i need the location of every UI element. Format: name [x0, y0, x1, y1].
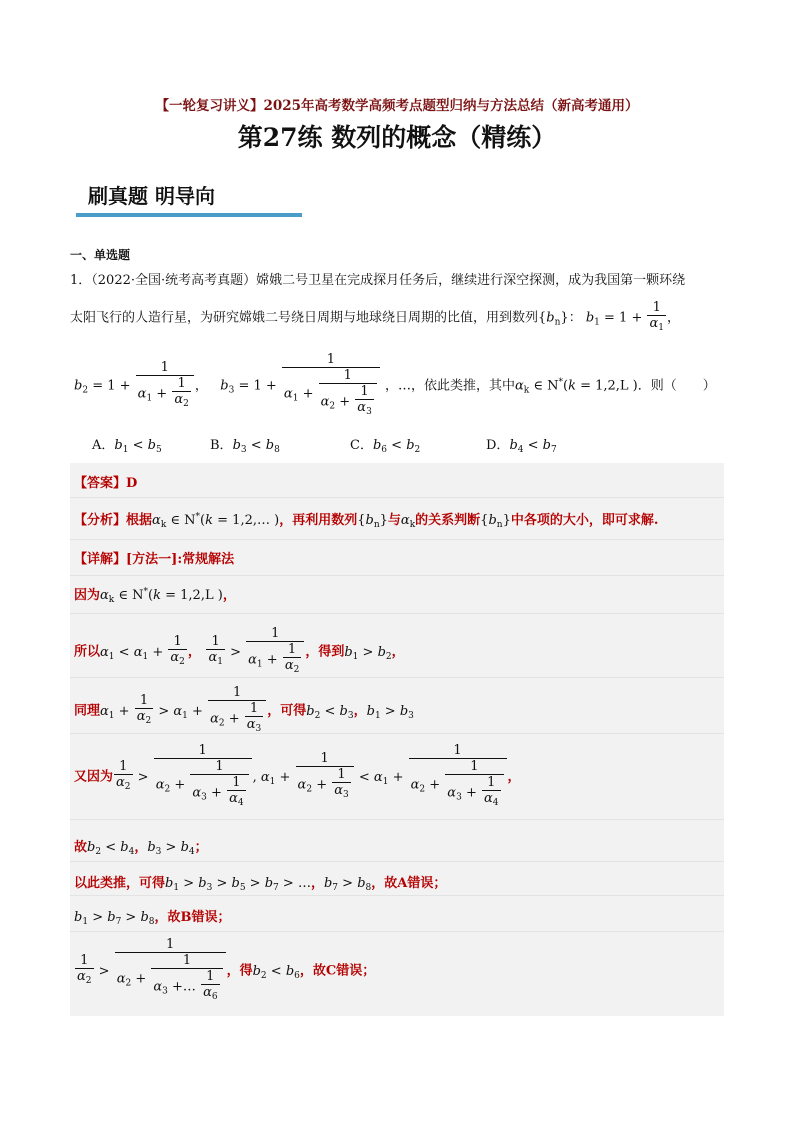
analysis-line: 【分析】根据$\alpha_k$ ∈ N*(k = 1,2,… )，再利用数列$\{b_n\}$与$\alpha_k$的关系判断$\{b_n\}$中各项的大小，即可求解. — [74, 512, 659, 530]
answer-value: D — [126, 476, 138, 491]
question-text-2: 太阳飞行的人造行星，为研究嫦娥二号绕日周期与地球绕日周期的比值，用到数列 — [70, 310, 539, 326]
detail-line-7: $b_1 > b_7 > b_8$，故B错误； — [74, 910, 231, 927]
answer-line: 【答案】D — [74, 476, 138, 491]
question-number: 1． — [70, 273, 92, 288]
page-title: 第27练 数列的概念（精练） — [237, 123, 557, 152]
detail-line-8: $\frac{1}{\alpha_2}$ > 1 $\alpha_2$ + 1 $\alpha_3$ +… $\frac{1}{\alpha_6}$ ，得$b_2 < b_6$，故C错误； — [77, 937, 376, 1002]
question-text-4: ．则（ ） — [637, 378, 716, 394]
section-underline — [76, 213, 302, 217]
subheading: 一、单选题 — [70, 248, 131, 262]
question-text-1: 嫦娥二号卫星在完成探月任务后，继续进行深空探测，成为我国第一颗环绕 — [256, 273, 686, 288]
formula-b2: 1 $\alpha_1$ + $\frac{1}{\alpha_2}$ — [136, 360, 194, 412]
detail-line-4: 又因为 $\frac{1}{\alpha_2}$ > 1 $\alpha_2$ + 1 $\alpha_3$ + $\frac{1}{\alpha_4}$ , $\alpha_1$ + 1 $\alpha_2$ + $\frac{1}{\alpha_3}$ < $\alpha_1$ + 1 $\alpha_2$ + 1 $\alpha_3$ + $\frac{1}{\alpha_4}$ ， — [74, 743, 521, 808]
detail-line-1: 因为$\alpha_k$ ∈ N*(k = 1,2,L )， — [74, 587, 236, 605]
section-title: 刷真题 明导向 — [88, 184, 215, 208]
option-a: A．$b_1 < b_5$ — [92, 438, 162, 455]
question-line-2: 太阳飞行的人造行星，为研究嫦娥二号绕日周期与地球绕日周期的比值，用到数列$\{b_n\}$： $b_1 = 1$ + $\frac{1}{\alpha_1}$ ， — [70, 300, 680, 336]
question-text-3: ，…，依此类推，其中 — [384, 378, 515, 394]
question-source: （2022·全国·统考高考真题） — [91, 273, 257, 288]
document-series-header: 【一轮复习讲义】2025年高考数学高频考点题型归纳与方法总结（新高考通用） — [155, 98, 639, 114]
option-b: B．$b_3 < b_8$ — [210, 438, 280, 455]
option-d: D．$b_4 < b_7$ — [486, 438, 557, 455]
answer-panel — [70, 463, 724, 1016]
detail-line-6: 以此类推，可得$b_1 > b_3 > b_5 > b_7$ > …，$b_7 > b_8$，故A错误； — [74, 876, 447, 893]
question-line-1 — [70, 271, 685, 291]
option-c: C．$b_6 < b_2$ — [350, 438, 421, 455]
detail-line-3: 同理$\alpha_1$ + $\frac{1}{\alpha_2}$ > $\alpha_1$ + 1 $\alpha_2$ + $\frac{1}{\alpha_3}$ ，可得$b_2 < b_3$，$b_1 > b_3$ — [74, 685, 414, 734]
formula-b3: 1 $\alpha_1$ + 1 $\alpha_2$ + $\frac{1}{\alpha_3}$ — [282, 352, 380, 420]
detail-heading: 【详解】[方法一]:常规解法 — [74, 552, 235, 567]
question-line-3: $b_2 = 1$ + 1 $\alpha_1$ + $\frac{1}{\alpha_2}$ ， $b_3 = 1$ + 1 $\alpha_1$ + 1 $\alpha_2$ + $\frac{1}{\alpha_3}$ ，…，依此类推，其中$\alpha_k$ ∈ N*(k = 1,2,L )．则（ ） — [74, 352, 716, 420]
detail-line-2: 所以$\alpha_1 < \alpha_1$ + $\frac{1}{\alpha_2}$ ， $\frac{1}{\alpha_1}$ > 1 $\alpha_1$ + $\frac{1}{\alpha_2}$ ，得到$b_1 > b_2$， — [74, 626, 405, 675]
detail-line-5: 故$b_2 < b_4$，$b_3 > b_4$； — [74, 840, 208, 857]
formula-b1: $\frac{1}{\alpha_1}$ — [649, 300, 664, 333]
